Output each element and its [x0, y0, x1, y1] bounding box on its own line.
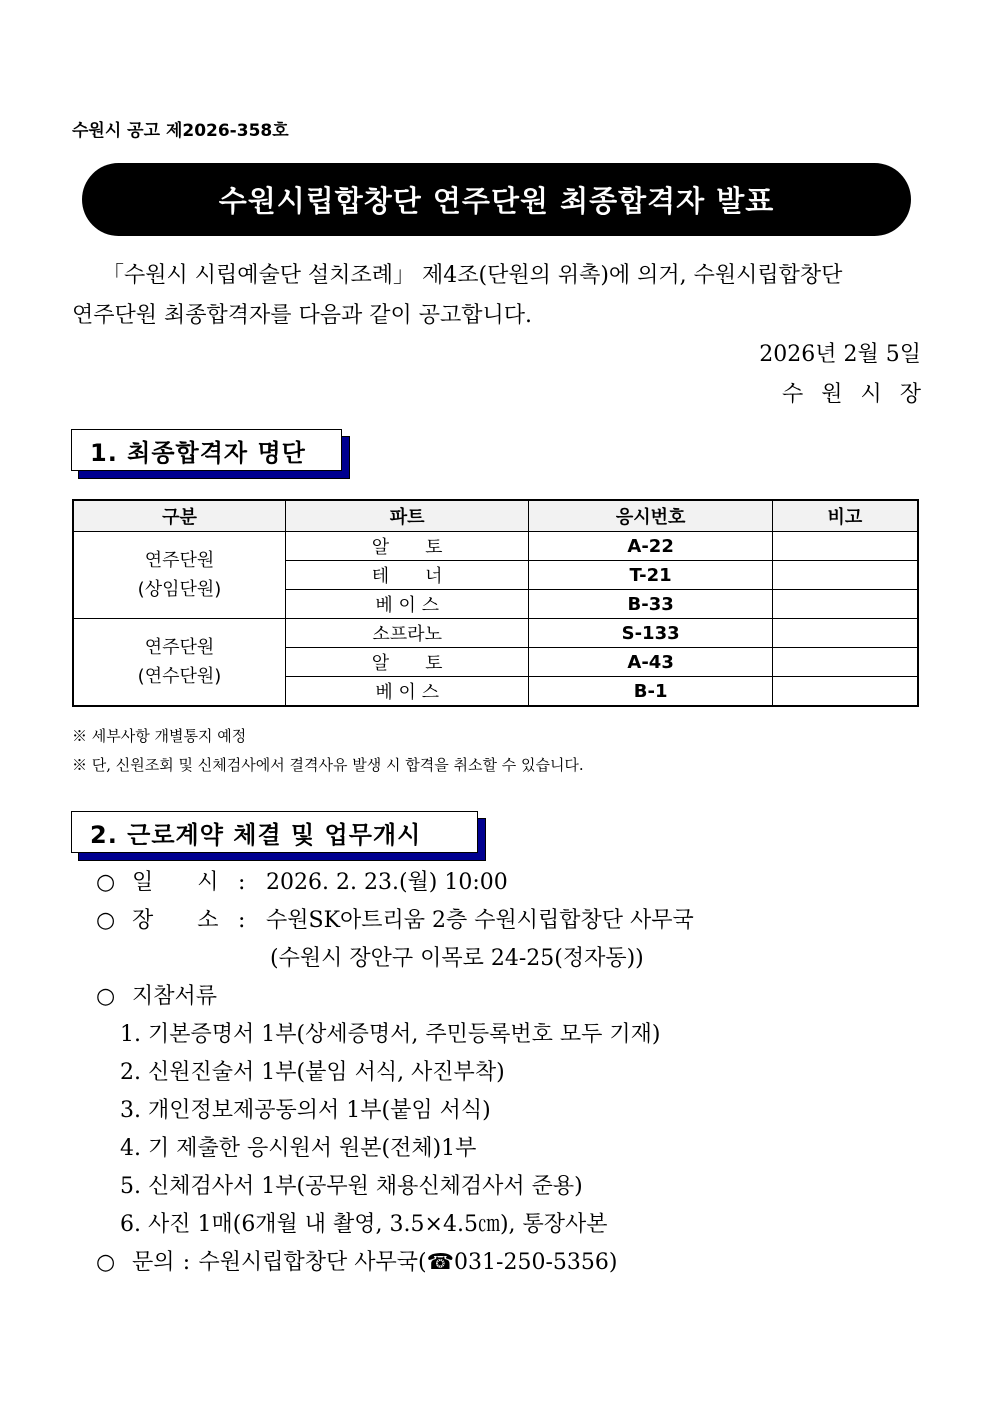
intro-line-2: 연주단원 최종합격자를 다음과 같이 공고합니다.: [72, 303, 533, 328]
category-cell: [73, 532, 285, 619]
remarks-cell: [772, 590, 918, 619]
phone-icon: ☎: [426, 1250, 455, 1275]
document-item: 4. 기 제출한 응시원서 원본(전체)1부: [120, 1136, 477, 1161]
part-cell: 베 이 스: [285, 677, 528, 707]
contact-label: 문의: [132, 1250, 175, 1275]
exam-number-cell: S-133: [529, 619, 772, 648]
category-cell: [73, 619, 285, 707]
circle-bullet-icon: ○: [96, 984, 116, 1009]
category-line-1: 연주단원: [144, 550, 215, 571]
circle-bullet-icon: ○: [96, 908, 116, 933]
intro-line-1: 「수원시 시립예술단 설치조례」 제4조(단원의 위촉)에 의거, 수원시립합창단: [102, 263, 843, 288]
part-cell: 알 토: [285, 532, 528, 561]
notes: [72, 722, 584, 780]
remarks-cell: [772, 619, 918, 648]
note-item: ※ 세부사항 개별통지 예정: [72, 727, 247, 745]
exam-number-cell: A-22: [529, 532, 772, 561]
place-label: 장 소: [132, 908, 219, 933]
header-remarks: 비고: [772, 500, 918, 532]
schedule-value: 2026. 2. 23.(월) 10:00: [266, 870, 508, 895]
place-address: (수원시 장안구 이목로 24-25(정자동)): [270, 946, 644, 971]
colon: :: [238, 870, 246, 895]
schedule-row: [96, 864, 694, 902]
contact-row: [96, 1244, 694, 1282]
finalist-table: [72, 499, 919, 707]
place-row: [96, 902, 694, 940]
contact-phone: 031-250-5356): [454, 1250, 618, 1275]
document-item: 6. 사진 1매(6개월 내 촬영, 3.5×4.5㎝), 통장사본: [120, 1212, 608, 1237]
signer: 수원시장: [781, 382, 939, 407]
part-cell: 테 너: [285, 561, 528, 590]
part-cell: 소프라노: [285, 619, 528, 648]
contact-office: 수원시립합창단 사무국(: [198, 1250, 427, 1275]
exam-number-cell: T-21: [529, 561, 772, 590]
category-line-1: 연주단원: [144, 637, 215, 658]
notice-number: 수원시 공고 제2026-358호: [72, 121, 289, 141]
part-cell: 베 이 스: [285, 590, 528, 619]
notice-date: 2026년 2월 5일: [759, 342, 921, 367]
note-item: ※ 단, 신원조회 및 신체검사에서 결격사유 발생 시 합격을 취소할 수 있습니다.: [72, 756, 584, 774]
colon: :: [182, 1250, 191, 1275]
part-cell: 알 토: [285, 648, 528, 677]
remarks-cell: [772, 677, 918, 707]
document-item: 2. 신원진술서 1부(붙임 서식, 사진부착): [120, 1060, 505, 1085]
schedule-label: 일 시: [132, 870, 219, 895]
exam-number-cell: B-1: [529, 677, 772, 707]
documents-row: [96, 978, 694, 1016]
document-item: 3. 개인정보제공동의서 1부(붙임 서식): [120, 1098, 491, 1123]
exam-number-cell: A-43: [529, 648, 772, 677]
category-line-2: (연수단원): [137, 666, 222, 687]
documents-label: 지참서류: [132, 984, 218, 1009]
colon: :: [238, 908, 246, 933]
document-item: 5. 신체검사서 1부(공무원 채용신체검사서 준용): [120, 1174, 583, 1199]
category-line-2: (상임단원): [137, 579, 222, 600]
header-exam-number: 응시번호: [529, 500, 772, 532]
table-header-row: [73, 500, 918, 532]
place-value: 수원SK아트리움 2층 수원시립합창단 사무국: [266, 908, 694, 933]
title-banner: [82, 163, 911, 236]
remarks-cell: [772, 648, 918, 677]
section-2-title: 2. 근로계약 체결 및 업무개시: [90, 820, 422, 849]
section-2-body: [96, 864, 694, 1282]
place-address-row: [96, 940, 694, 978]
header-part: 파트: [285, 500, 528, 532]
document-item: 1. 기본증명서 1부(상세증명서, 주민등록번호 모두 기재): [120, 1022, 661, 1047]
circle-bullet-icon: ○: [96, 870, 116, 895]
section-1-title: 1. 최종합격자 명단: [90, 438, 306, 467]
table-row: [73, 619, 918, 648]
exam-number-cell: B-33: [529, 590, 772, 619]
page-title: 수원시립합창단 연주단원 최종합격자 발표: [218, 184, 775, 218]
intro-paragraph: [72, 256, 922, 336]
circle-bullet-icon: ○: [96, 1250, 116, 1275]
table-row: [73, 532, 918, 561]
remarks-cell: [772, 532, 918, 561]
header-category: 구분: [73, 500, 285, 532]
remarks-cell: [772, 561, 918, 590]
